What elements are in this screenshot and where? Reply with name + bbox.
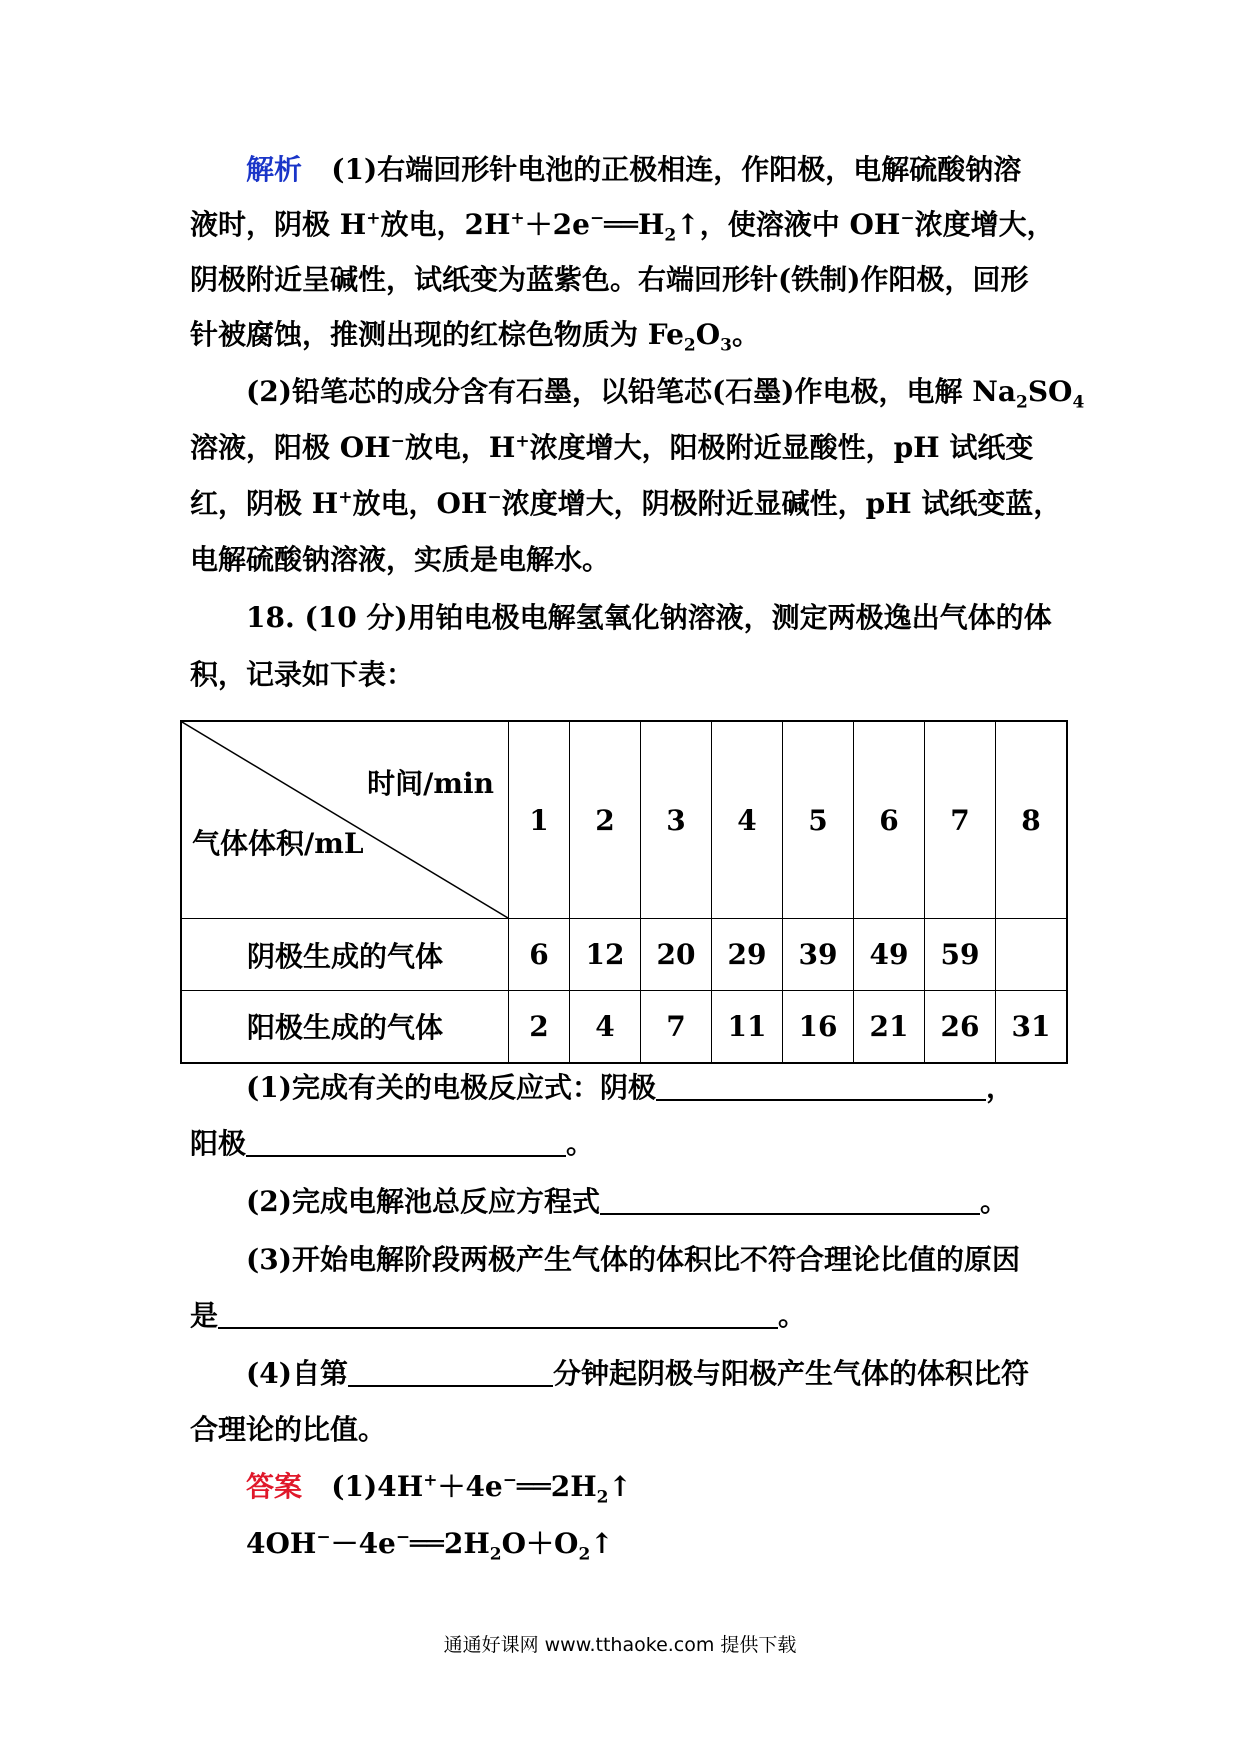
- table-cell: 16: [783, 991, 854, 1063]
- table-header-cell: 4: [712, 721, 783, 919]
- table-row-cathode: [181, 919, 1067, 991]
- table-header-cell: 2: [570, 721, 641, 919]
- analysis-line-7: 红，阴极 H+放电，OH−浓度增大，阴极附近显碱性，pH 试纸变蓝，: [190, 487, 1062, 520]
- header-volume-label: 气体体积/mL: [192, 827, 364, 860]
- diagonal-header-cell: [181, 721, 509, 919]
- answer-blank: [348, 1357, 553, 1387]
- analysis-line-8: 电解硫酸钠溶液，实质是电解水。: [190, 543, 611, 576]
- table-cell: 20: [641, 919, 712, 991]
- answer-blank: [600, 1185, 980, 1215]
- table-cell: 29: [712, 919, 783, 991]
- table-header-cell: 1: [509, 721, 570, 919]
- table-row-anode: [181, 991, 1067, 1063]
- table-header-cell: 7: [925, 721, 996, 919]
- table-header-cell: 8: [996, 721, 1068, 919]
- analysis-line-4: 针被腐蚀，推测出现的红棕色物质为 $Fe_2O_3$。: [190, 318, 761, 356]
- question-2-line: (2)完成电解池总反应方程式 。: [246, 1185, 1008, 1218]
- table-cell: 6: [509, 919, 570, 991]
- analysis-line-6: 溶液，阳极 OH−放电，H+浓度增大，阳极附近显酸性，pH 试纸变: [190, 431, 1034, 464]
- table-cell: 2: [509, 991, 570, 1063]
- analysis-line-1: 解析 (1)右端回形针电池的正极相连，作阳极，电解硫酸钠溶: [246, 153, 1022, 186]
- answer-blank: [218, 1299, 778, 1329]
- analysis-line-3: 阴极附近呈碱性，试纸变为蓝紫色。右端回形针(铁制)作阳极，回形: [190, 263, 1029, 296]
- table-cell: 31: [996, 991, 1068, 1063]
- table-header-cell: 6: [854, 721, 925, 919]
- question-4-line: (4)自第 分钟起阴极与阳极产生气体的体积比符: [246, 1357, 1029, 1390]
- answer-blank: [246, 1127, 566, 1157]
- table-header-cell: 5: [783, 721, 854, 919]
- question-3-line-2: 是 。: [190, 1299, 807, 1332]
- answer-blank: [656, 1071, 986, 1101]
- answer-line-2: $4OH^--4e^-══2H_2O+O_2↑$: [246, 1527, 614, 1565]
- table-cell: 4: [570, 991, 641, 1063]
- table-cell: 12: [570, 919, 641, 991]
- table-cell: 7: [641, 991, 712, 1063]
- header-time-label: 时间/min: [367, 767, 494, 800]
- question-3-line: (3)开始电解阶段两极产生气体的体积比不符合理论比值的原因: [246, 1243, 1020, 1276]
- table-header-row: [181, 721, 1067, 919]
- question-4-line-2: 合理论的比值。: [190, 1413, 387, 1446]
- analysis-line-2: 液时，阴极 H+放电，$2H^++2e^-══H_2↑$，使溶液中 OH−浓度增大，: [190, 208, 1055, 246]
- analysis-tag: 解析: [246, 153, 303, 186]
- table-header-cell: 3: [641, 721, 712, 919]
- table-cell: 11: [712, 991, 783, 1063]
- question-1-line-2: 阳极 。: [190, 1127, 595, 1160]
- page-footer: 通通好课网 www.tthaoke.com 提供下载: [443, 1634, 797, 1656]
- diagonal-line: [182, 722, 508, 918]
- question-intro-2: 积，记录如下表：: [190, 658, 415, 691]
- answer-line-1: 答案 $(1)4H^++4e^-══2H_2↑$: [246, 1470, 632, 1508]
- table-cell: 26: [925, 991, 996, 1063]
- analysis-line-5: (2)铅笔芯的成分含有石墨，以铅笔芯(石墨)作电极，电解 $Na_2SO_4$: [246, 375, 1085, 413]
- table-cell: 39: [783, 919, 854, 991]
- table-cell: [996, 919, 1068, 991]
- table-cell: 49: [854, 919, 925, 991]
- row-label: 阳极生成的气体: [181, 991, 509, 1063]
- row-label: 阴极生成的气体: [181, 919, 509, 991]
- table-cell: 59: [925, 919, 996, 991]
- question-1-line: (1)完成有关的电极反应式：阴极 ，: [246, 1071, 1014, 1104]
- answer-tag: 答案: [246, 1470, 303, 1503]
- table-cell: 21: [854, 991, 925, 1063]
- question-intro-1: 18. (10 分)用铂电极电解氢氧化钠溶液，测定两极逸出气体的体: [246, 601, 1052, 634]
- data-table: [180, 720, 1068, 1064]
